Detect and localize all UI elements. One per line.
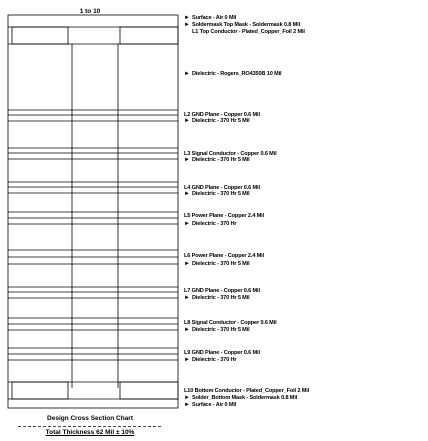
total-thickness: Total Thickness 62 Mil ± 10%	[45, 429, 135, 436]
label-l4: L4 GND Plane - Copper 0.6 Mil	[184, 185, 260, 191]
label-d7: ► Dielectric - 370 Hr 5 Mil	[184, 295, 250, 301]
label-l1: L1 Top Conductor - Plated_Copper_Foil 2 Mil	[192, 29, 305, 35]
label-l10: L10 Bottom Conductor - Plated_Copper_Foil 2 Mil	[184, 388, 310, 394]
label-l2: L2 GND Plane - Copper 0.6 Mil	[184, 112, 260, 118]
label-l8: L8 Signal Conductor - Copper 0.6 Mil	[184, 320, 277, 326]
label-soldermask-bottom: ► Solder_Bottom Mask - Soldermask 0.8 Mil	[184, 395, 298, 401]
label-l3: L3 Signal Conductor - Copper 0.6 Mil	[184, 151, 277, 157]
label-d5: ► Dielectric - 370 Hr	[184, 221, 237, 227]
label-l6: L6 Power Plane - Copper 2.4 Mil	[184, 253, 264, 259]
label-l7: L7 GND Plane - Copper 0.6 Mil	[184, 288, 260, 294]
label-core: ► Dielectric - Rogers_RO4350B 10 Mil	[184, 71, 282, 77]
label-surface-top: ► Surface - Air 0 Mil	[184, 15, 237, 21]
label-d2: ► Dielectric - 370 Hr 5 Mil	[184, 118, 250, 124]
label-d3: ► Dielectric - 370 Hr 5 Mil	[184, 157, 250, 163]
label-soldermask-top: ► Soldermask Top Mask - Soldermask 0.8 Mil	[184, 22, 300, 28]
footer-divider	[18, 426, 161, 427]
label-d8: ► Dielectric - 370 Hr 5 Mil	[184, 327, 250, 333]
chart-title: Design Cross Section Chart	[47, 415, 133, 422]
label-l9: L9 GND Plane - Copper 0.6 Mil	[184, 350, 260, 356]
label-d4: ► Dielectric - 370 Hr 5 Mil	[184, 191, 250, 197]
label-d9: ► Dielectric - 370 Hr	[184, 357, 237, 363]
label-l5: L5 Power Plane - Copper 2.4 Mil	[184, 213, 264, 219]
label-d6: ► Dielectric - 370 Hr 5 Mil	[184, 261, 250, 267]
label-surface-bottom: ► Surface - Air 0 Mil	[184, 402, 237, 408]
drill-span-label: 1 to 10	[79, 8, 101, 15]
